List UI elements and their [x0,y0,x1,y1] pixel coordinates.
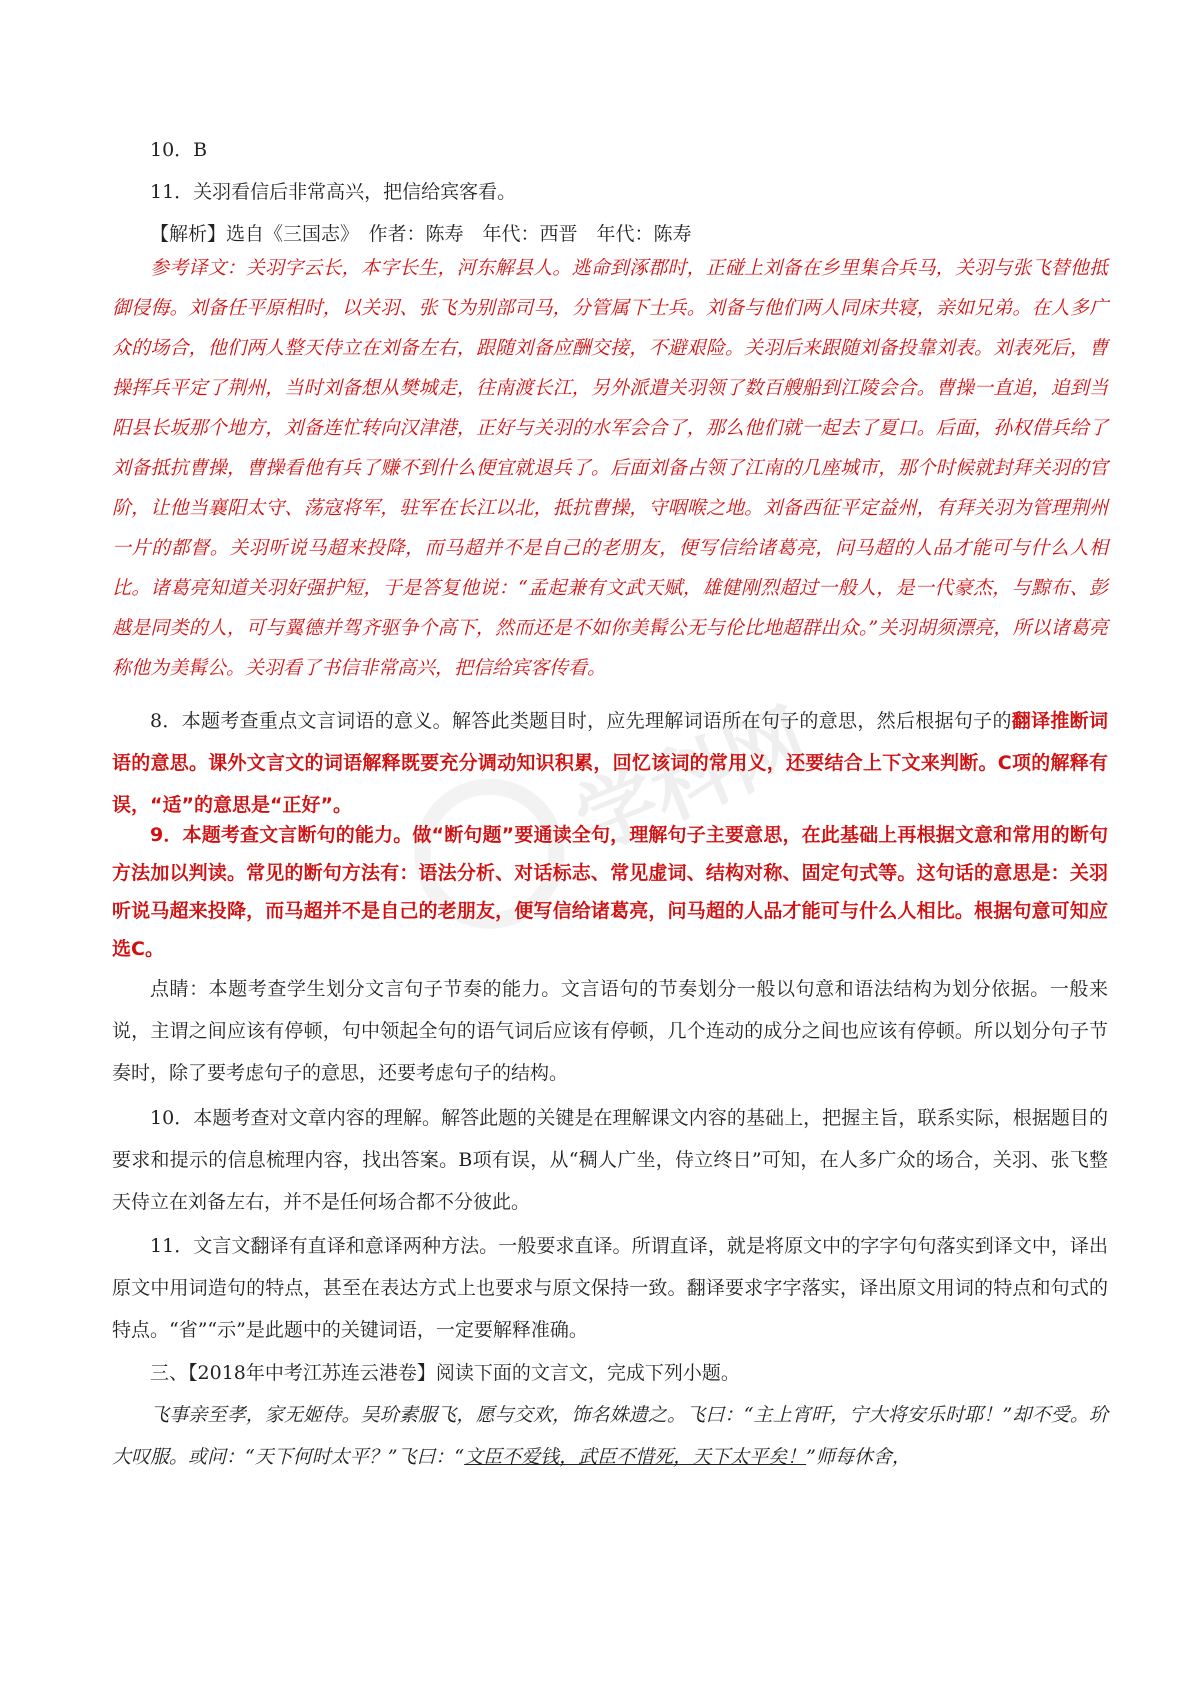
passage-text-before: 飞事亲至孝，家无姬侍。吴玠素服飞，愿与交欢，饰名姝遗之。飞曰：“主上宵旰，宁大将安乐时耶！”却不受。玠大叹服。或问：“天下何时太平？”飞曰：“ [112,1404,1108,1468]
answer-11: 11．关羽看信后非常高兴，把信给宾客看。 [150,181,517,203]
reference-translation: 参考译文：关羽字云长，本字长生，河东解县人。逃命到涿郡时，正碰上刘备在乡里集合兵马，关羽与张飞替他抵御侵侮。刘备任平原相时，以关羽、张飞为别部司马，分管属下士兵。刘备与他们两人同床共寝，亲如兄弟。在人多广众的场合，他们两人整天侍立在刘备左右，跟随刘备应酬交接，不避艰险。关羽后来跟随刘备投靠刘表。刘表死后，曹操挥兵平定了荆州，当时刘备想从樊城走，往南渡长江，另外派遣关羽领了数百艘船到江陵会合。曹操一直追，追到当阳县长坂那个地方，刘备连忙转向汉津港，正好与关羽的水军会合了，那么他们就一起去了夏口。后面，孙权借兵给了刘备抵抗曹操，曹操看他有兵了赚不到什么便宜就退兵了。后面刘备占领了江南的几座城市，那个时候就封拜关羽的官阶，让他当襄阳太守、荡寇将军，驻军在长江以北，抵抗曹操，守咽喉之地。刘备西征平定益州，有拜关羽为管理荆州一片的都督。关羽听说马超来投降，而马超并不是自己的老朋友，便写信给诸葛亮，问马超的人品才能可与什么人相比。诸葛亮知道关羽好强护短，于是答复他说：“孟起兼有文武天赋，雄健刚烈超过一般人，是一代豪杰，与黥布、彭越是同类的人，可与翼德并驾齐驱争个高下，然而还是不如你美髯公无与伦比地超群出众。”关羽胡须漂亮，所以诸葛亮称他为美髯公。关羽看了书信非常高兴，把信给宾客传看。 [112,257,1108,679]
section-3-instruction: 阅读下面的文言文，完成下列小题。 [435,1362,740,1384]
analysis-source: 选自《三国志》 作者：陈寿 年代：西晋 年代：陈寿 [226,223,692,245]
answer-10: 10．B [150,139,208,161]
section-3-heading [112,1352,1108,1394]
explanation-8-lead: 8．本题考查重点文言词语的意义。解答此类题目时，应先理解词语所在句子的意思，然后根据句子的 [150,710,1012,732]
pointer-note: 点睛：本题考查学生划分文言句子节奏的能力。文言语句的节奏划分一般以句意和语法结构为划分依据。一般来说，主谓之间应该有停顿，句中领起全句的语气词后应该有停顿，几个连动的成分之间也应该有停顿。所以划分句子节奏时，除了要考虑句子的意思，还要考虑句子的结构。 [112,978,1108,1084]
classical-passage [112,1394,1108,1478]
passage-underlined-sentence: 文臣不爱钱，武臣不惜死，天下太平矣！ [464,1446,807,1468]
analysis-label: 【解析】 [150,223,227,245]
section-3-source: 【2018年中考江苏连云港卷】 [188,1362,436,1384]
explanation-10: 10．本题考查对文章内容的理解。解答此题的关键是在理解课文内容的基础上，把握主旨，联系实际，根据题目的要求和提示的信息梳理内容，找出答案。B项有误，从“稠人广坐，侍立终日”可知，在人多广众的场合，关羽、张飞整天侍立在刘备左右，并不是任何场合都不分彼此。 [112,1107,1108,1213]
explanation-8 [112,700,1108,826]
passage-text-after: ”师每休舍， [806,1446,911,1468]
section-3-prefix: 三、 [150,1362,189,1384]
explanation-8-rest: 翻译推断词语的意思。课外文言文的词语解释既要充分调动知识积累，回忆该词的常用义，还要结合上下文来判断。C项的解释有误，“适”的意思是“正好”。 [112,710,1108,816]
watermark-logo-text: 学科网 [562,691,821,868]
explanation-9: 9．本题考查文言断句的能力。做“断句题”要通读全句，理解句子主要意思，在此基础上再根据文意和常用的断句方法加以判读。常见的断句方法有：语法分析、对话标志、常见虚词、结构对称、固定句式等。这句话的意思是：关羽听说马超来投降，而马超并不是自己的老朋友，便写信给诸葛亮，问马超的人品才能可与什么人相比。根据句意可知应选C。 [112,824,1108,960]
explanation-11: 11．文言文翻译有直译和意译两种方法。一般要求直译。所谓直译，就是将原文中的字字句句落实到译文中，译出原文中用词造句的特点，甚至在表达方式上也要求与原文保持一致。翻译要求字字落实，译出原文用词的特点和句式的特点。“省”“示”是此题中的关键词语，一定要解释准确。 [112,1235,1108,1341]
